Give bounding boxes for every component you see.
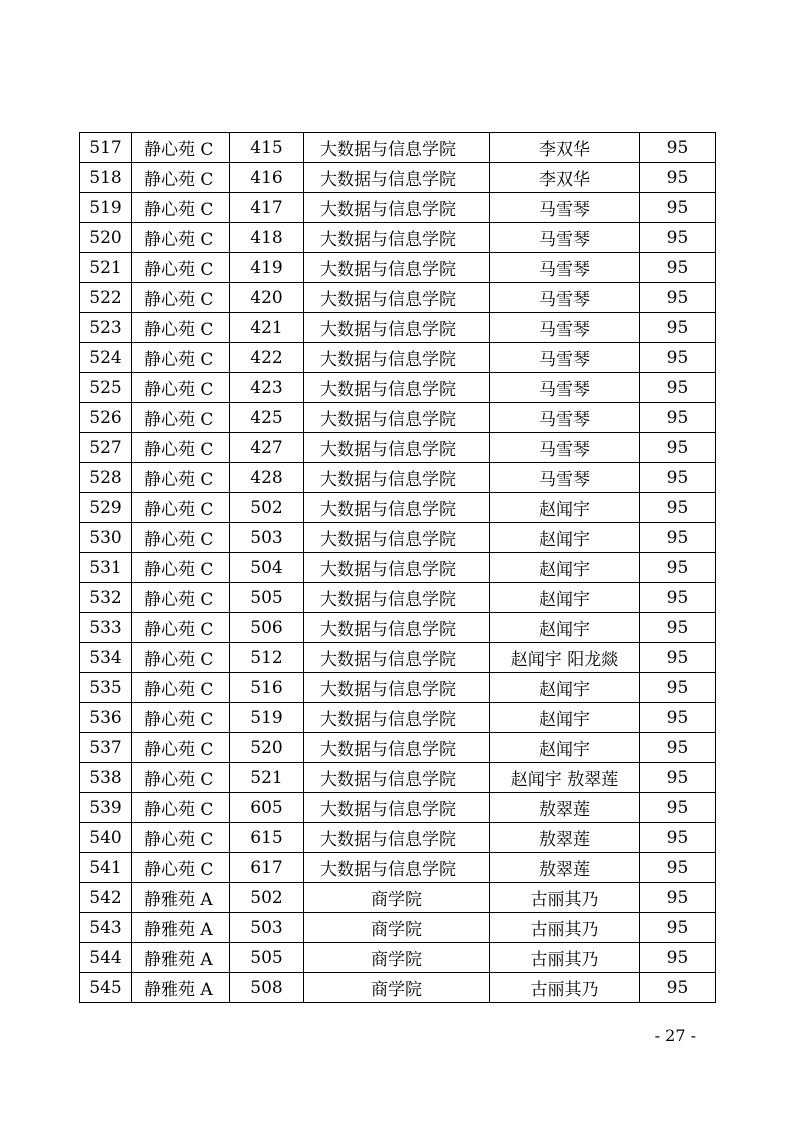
score-cell: 95 [640,223,716,253]
building-cell: 静心苑 C [132,463,230,493]
score-cell: 95 [640,613,716,643]
college-cell: 大数据与信息学院 [304,193,490,223]
room-number-cell: 504 [230,553,304,583]
counselor-cell: 马雪琴 [490,313,640,343]
college-cell: 商学院 [304,973,490,1003]
table-row [80,133,716,163]
room-number-cell: 503 [230,523,304,553]
table-row [80,823,716,853]
table-row [80,553,716,583]
counselor-cell: 马雪琴 [490,283,640,313]
college-cell: 大数据与信息学院 [304,463,490,493]
counselor-cell: 李双华 [490,133,640,163]
row-number-cell: 531 [80,553,132,583]
building-cell: 静心苑 C [132,253,230,283]
room-number-cell: 506 [230,613,304,643]
college-cell: 大数据与信息学院 [304,553,490,583]
score-cell: 95 [640,943,716,973]
score-cell: 95 [640,853,716,883]
building-cell: 静雅苑 A [132,973,230,1003]
room-number-cell: 521 [230,763,304,793]
room-number-cell: 502 [230,493,304,523]
college-cell: 大数据与信息学院 [304,403,490,433]
score-cell: 95 [640,523,716,553]
row-number-cell: 521 [80,253,132,283]
score-cell: 95 [640,253,716,283]
score-cell: 95 [640,673,716,703]
table-row [80,463,716,493]
table-row [80,253,716,283]
row-number-cell: 517 [80,133,132,163]
building-cell: 静心苑 C [132,193,230,223]
counselor-cell: 赵闻宇 [490,493,640,523]
table-row [80,853,716,883]
counselor-cell: 李双华 [490,163,640,193]
table-row [80,883,716,913]
college-cell: 大数据与信息学院 [304,433,490,463]
counselor-cell: 敖翠莲 [490,853,640,883]
room-number-cell: 422 [230,343,304,373]
score-cell: 95 [640,553,716,583]
page-number: - 27 - [654,1026,696,1045]
counselor-cell: 马雪琴 [490,373,640,403]
room-number-cell: 427 [230,433,304,463]
building-cell: 静心苑 C [132,583,230,613]
row-number-cell: 523 [80,313,132,343]
building-cell: 静心苑 C [132,703,230,733]
table-row [80,313,716,343]
table-row [80,583,716,613]
room-number-cell: 417 [230,193,304,223]
table-row [80,733,716,763]
score-cell: 95 [640,733,716,763]
counselor-cell: 赵闻宇 [490,733,640,763]
row-number-cell: 524 [80,343,132,373]
score-cell: 95 [640,403,716,433]
score-cell: 95 [640,463,716,493]
college-cell: 大数据与信息学院 [304,823,490,853]
building-cell: 静心苑 C [132,523,230,553]
counselor-cell: 马雪琴 [490,463,640,493]
counselor-cell: 赵闻宇 [490,583,640,613]
counselor-cell: 马雪琴 [490,253,640,283]
college-cell: 大数据与信息学院 [304,703,490,733]
row-number-cell: 542 [80,883,132,913]
building-cell: 静心苑 C [132,283,230,313]
row-number-cell: 532 [80,583,132,613]
dormitory-score-table [79,132,716,1003]
table-row [80,973,716,1003]
college-cell: 大数据与信息学院 [304,523,490,553]
row-number-cell: 544 [80,943,132,973]
counselor-cell: 赵闻宇 [490,613,640,643]
table-body [80,133,716,1003]
table-row [80,283,716,313]
table-row [80,523,716,553]
counselor-cell: 马雪琴 [490,193,640,223]
building-cell: 静心苑 C [132,823,230,853]
counselor-cell: 马雪琴 [490,223,640,253]
table-row [80,613,716,643]
row-number-cell: 533 [80,613,132,643]
row-number-cell: 525 [80,373,132,403]
room-number-cell: 615 [230,823,304,853]
building-cell: 静心苑 C [132,853,230,883]
building-cell: 静心苑 C [132,133,230,163]
row-number-cell: 545 [80,973,132,1003]
counselor-cell: 赵闻宇 [490,673,640,703]
college-cell: 大数据与信息学院 [304,343,490,373]
college-cell: 大数据与信息学院 [304,223,490,253]
table-row [80,913,716,943]
table-row [80,193,716,223]
room-number-cell: 415 [230,133,304,163]
row-number-cell: 538 [80,763,132,793]
row-number-cell: 543 [80,913,132,943]
score-cell: 95 [640,433,716,463]
room-number-cell: 505 [230,943,304,973]
table-row [80,763,716,793]
room-number-cell: 516 [230,673,304,703]
building-cell: 静心苑 C [132,643,230,673]
college-cell: 大数据与信息学院 [304,163,490,193]
table-row [80,493,716,523]
counselor-cell: 古丽其乃 [490,943,640,973]
table-row [80,793,716,823]
building-cell: 静雅苑 A [132,913,230,943]
building-cell: 静心苑 C [132,493,230,523]
score-cell: 95 [640,163,716,193]
counselor-cell: 马雪琴 [490,403,640,433]
counselor-cell: 古丽其乃 [490,973,640,1003]
building-cell: 静心苑 C [132,553,230,583]
college-cell: 大数据与信息学院 [304,763,490,793]
building-cell: 静雅苑 A [132,883,230,913]
table-row [80,373,716,403]
building-cell: 静心苑 C [132,613,230,643]
counselor-cell: 古丽其乃 [490,913,640,943]
college-cell: 大数据与信息学院 [304,733,490,763]
college-cell: 大数据与信息学院 [304,793,490,823]
score-cell: 95 [640,823,716,853]
table-row [80,643,716,673]
room-number-cell: 420 [230,283,304,313]
table-row [80,163,716,193]
room-number-cell: 512 [230,643,304,673]
room-number-cell: 617 [230,853,304,883]
college-cell: 大数据与信息学院 [304,373,490,403]
college-cell: 大数据与信息学院 [304,613,490,643]
row-number-cell: 530 [80,523,132,553]
row-number-cell: 541 [80,853,132,883]
college-cell: 大数据与信息学院 [304,643,490,673]
college-cell: 商学院 [304,883,490,913]
college-cell: 商学院 [304,943,490,973]
row-number-cell: 529 [80,493,132,523]
table-row [80,673,716,703]
row-number-cell: 527 [80,433,132,463]
college-cell: 大数据与信息学院 [304,253,490,283]
table-row [80,223,716,253]
counselor-cell: 赵闻宇 [490,523,640,553]
counselor-cell: 赵闻宇 敖翠莲 [490,763,640,793]
building-cell: 静心苑 C [132,163,230,193]
row-number-cell: 528 [80,463,132,493]
row-number-cell: 535 [80,673,132,703]
score-cell: 95 [640,313,716,343]
college-cell: 大数据与信息学院 [304,133,490,163]
room-number-cell: 505 [230,583,304,613]
college-cell: 大数据与信息学院 [304,583,490,613]
room-number-cell: 519 [230,703,304,733]
building-cell: 静心苑 C [132,673,230,703]
building-cell: 静心苑 C [132,223,230,253]
table-row [80,343,716,373]
college-cell: 大数据与信息学院 [304,493,490,523]
score-cell: 95 [640,283,716,313]
room-number-cell: 423 [230,373,304,403]
score-cell: 95 [640,343,716,373]
row-number-cell: 526 [80,403,132,433]
counselor-cell: 赵闻宇 阳龙燚 [490,643,640,673]
building-cell: 静心苑 C [132,733,230,763]
building-cell: 静心苑 C [132,403,230,433]
building-cell: 静心苑 C [132,343,230,373]
room-number-cell: 421 [230,313,304,343]
table-row [80,433,716,463]
table-row [80,943,716,973]
counselor-cell: 古丽其乃 [490,883,640,913]
counselor-cell: 赵闻宇 [490,703,640,733]
college-cell: 大数据与信息学院 [304,283,490,313]
room-number-cell: 503 [230,913,304,943]
college-cell: 大数据与信息学院 [304,853,490,883]
building-cell: 静心苑 C [132,313,230,343]
counselor-cell: 敖翠莲 [490,823,640,853]
score-cell: 95 [640,373,716,403]
room-number-cell: 425 [230,403,304,433]
row-number-cell: 534 [80,643,132,673]
building-cell: 静心苑 C [132,793,230,823]
counselor-cell: 赵闻宇 [490,553,640,583]
score-cell: 95 [640,913,716,943]
counselor-cell: 马雪琴 [490,343,640,373]
building-cell: 静心苑 C [132,763,230,793]
score-cell: 95 [640,643,716,673]
building-cell: 静心苑 C [132,433,230,463]
score-cell: 95 [640,703,716,733]
counselor-cell: 敖翠莲 [490,793,640,823]
row-number-cell: 520 [80,223,132,253]
building-cell: 静心苑 C [132,373,230,403]
room-number-cell: 416 [230,163,304,193]
table-row [80,403,716,433]
row-number-cell: 540 [80,823,132,853]
row-number-cell: 537 [80,733,132,763]
score-cell: 95 [640,883,716,913]
table-row [80,703,716,733]
score-cell: 95 [640,493,716,523]
row-number-cell: 522 [80,283,132,313]
room-number-cell: 508 [230,973,304,1003]
college-cell: 大数据与信息学院 [304,313,490,343]
counselor-cell: 马雪琴 [490,433,640,463]
room-number-cell: 428 [230,463,304,493]
score-cell: 95 [640,763,716,793]
room-number-cell: 419 [230,253,304,283]
room-number-cell: 502 [230,883,304,913]
score-cell: 95 [640,193,716,223]
score-cell: 95 [640,973,716,1003]
score-cell: 95 [640,133,716,163]
score-cell: 95 [640,583,716,613]
building-cell: 静雅苑 A [132,943,230,973]
college-cell: 商学院 [304,913,490,943]
row-number-cell: 539 [80,793,132,823]
row-number-cell: 518 [80,163,132,193]
room-number-cell: 418 [230,223,304,253]
row-number-cell: 536 [80,703,132,733]
room-number-cell: 520 [230,733,304,763]
score-cell: 95 [640,793,716,823]
college-cell: 大数据与信息学院 [304,673,490,703]
room-number-cell: 605 [230,793,304,823]
row-number-cell: 519 [80,193,132,223]
